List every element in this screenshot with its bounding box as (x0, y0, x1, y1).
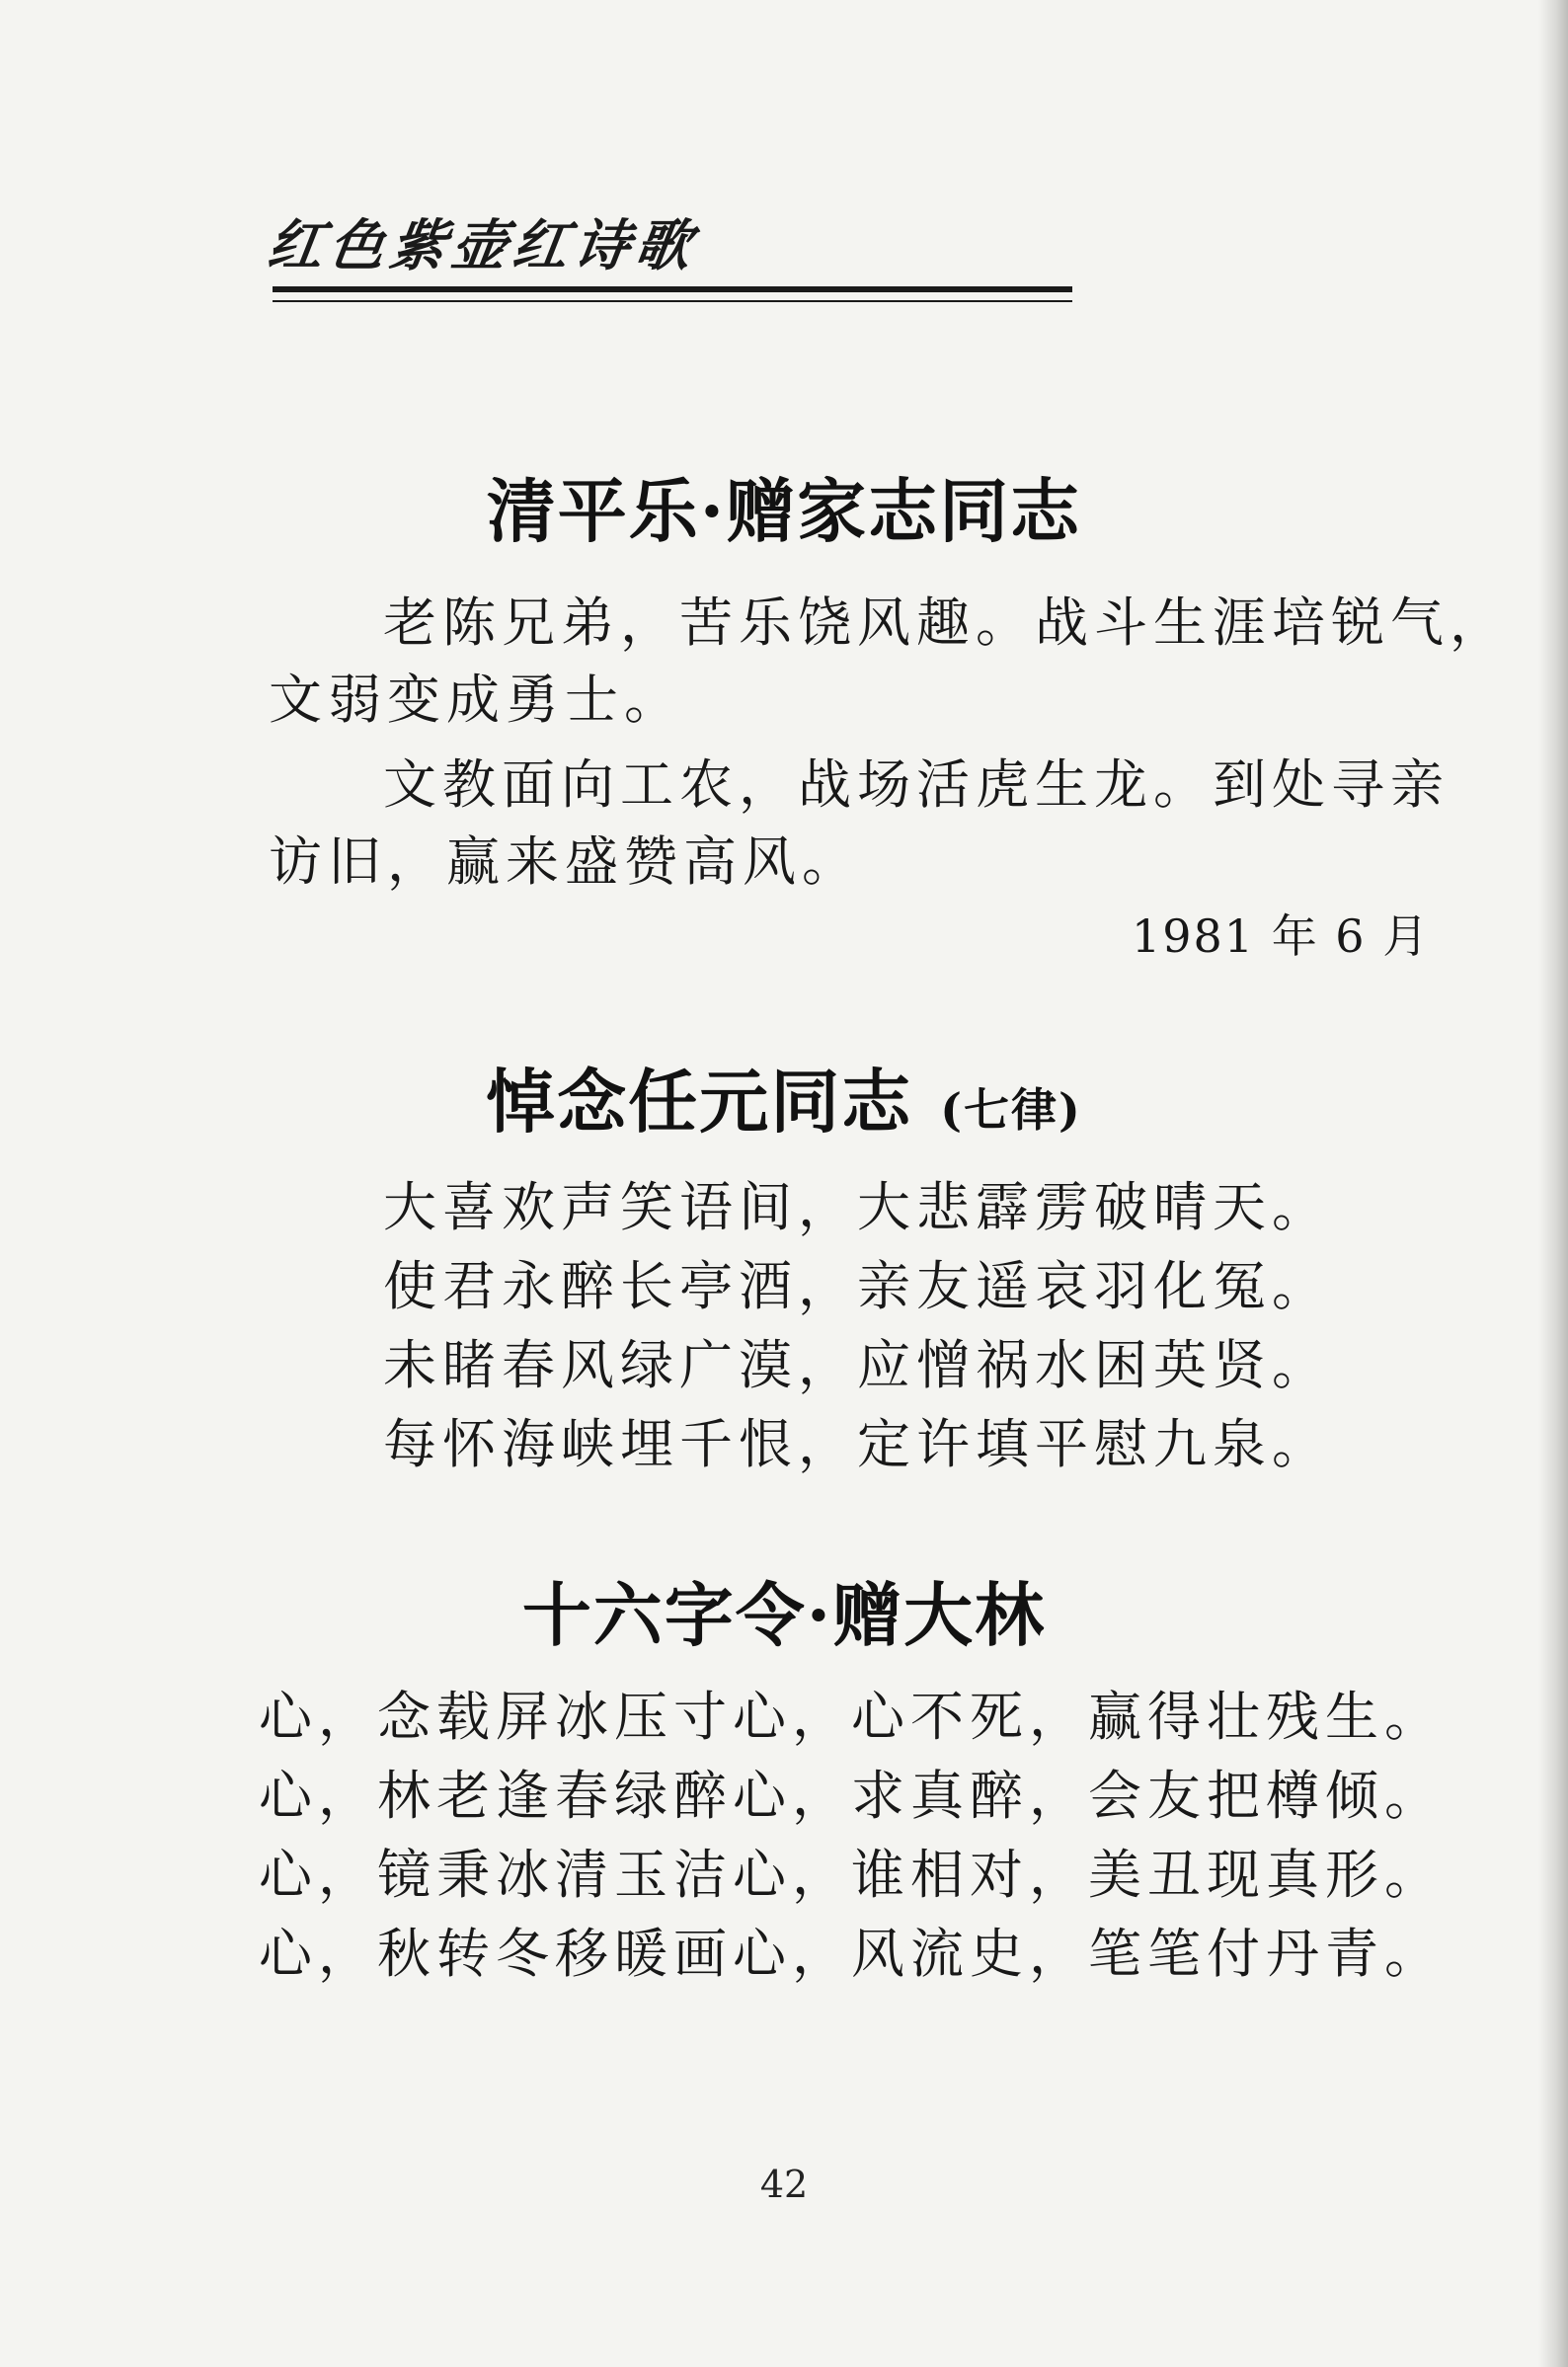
header-rule-thick (273, 286, 1072, 292)
poem-title-1 (0, 456, 1568, 556)
poem-date: 1981 年 6 月 (1132, 909, 1431, 963)
poem-3-line-4: 心，秋转冬移暖画心，风流史，笔笔付丹青。 (259, 1923, 1444, 1985)
poem-title-3 (0, 1560, 1568, 1660)
poem-3-line-3: 心，镜秉冰清玉洁心，谁相对，美丑现真形。 (259, 1844, 1444, 1906)
poem-3-line-2: 心，林老逢春绿醉心，求真醉，会友把樽倾。 (259, 1765, 1444, 1827)
running-head: 红色紫壶红诗歌 (263, 213, 702, 278)
poem-2-line-1: 大喜欢声笑语间，大悲霹雳破晴天。 (383, 1176, 1331, 1238)
page-number: 42 (759, 2163, 809, 2206)
poem-title-text: 清平乐·赠家志同志 (486, 470, 1082, 552)
poem-1-line-1: 老陈兄弟，苦乐饶风趣。战斗生涯培锐气， (383, 592, 1509, 654)
poem-title-text: 悼念任元同志 (486, 1061, 913, 1143)
poem-title-text: 十六字令·赠大林 (521, 1574, 1047, 1656)
poem-1-line-4: 访旧，赢来盛赞高风。 (269, 830, 861, 893)
poem-3-line-1: 心，念载屏冰压寸心，心不死，赢得壮残生。 (259, 1686, 1444, 1748)
poem-2-line-4: 每怀海峡埋千恨，定许填平慰九泉。 (383, 1413, 1331, 1475)
poem-title-2 (0, 1047, 1568, 1146)
header-rule-thin (273, 300, 1072, 302)
poem-1-line-3: 文教面向工农，战场活虎生龙。到处寻亲 (383, 753, 1450, 816)
poem-2-line-2: 使君永醉长亭酒，亲友遥哀羽化冤。 (383, 1255, 1331, 1317)
poem-2-line-3: 未睹春风绿广漠，应憎祸水困英贤。 (383, 1334, 1331, 1396)
poem-form-note: (七律) (940, 1083, 1082, 1137)
poem-1-line-2: 文弱变成勇士。 (269, 669, 683, 731)
page-edge-shadow (1538, 0, 1568, 2367)
